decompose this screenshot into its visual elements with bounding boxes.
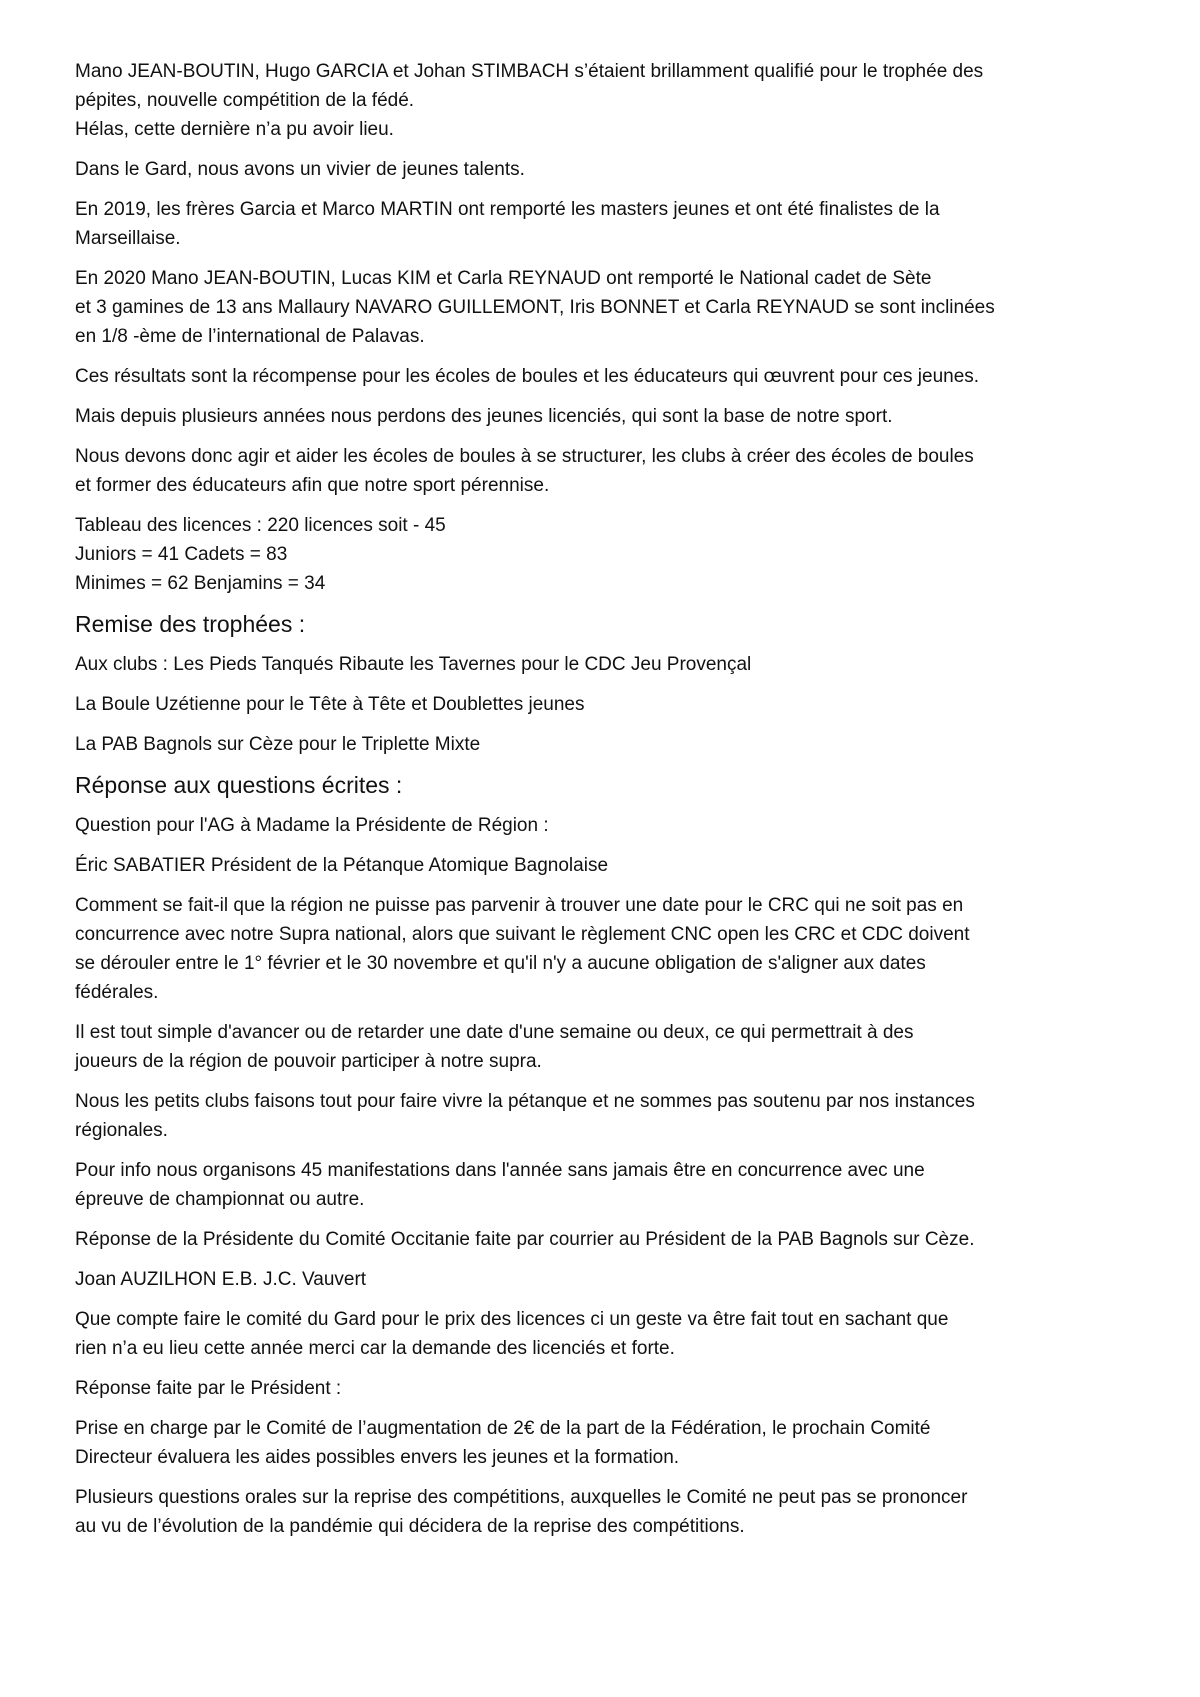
paragraph-questions-orales: Plusieurs questions orales sur la reprise des compétitions, auxquelles le Comité ne peut pas se prononcer au vu de l’évolution de la pandémie qui décidera de la reprise des compétitions. [75, 1487, 968, 1537]
heading-reponse-questions: Réponse aux questions écrites : [75, 772, 403, 798]
paragraph-petits-clubs: Nous les petits clubs faisons tout pour faire vivre la pétanque et ne sommes pas soutenu par nos instances régionales. [75, 1091, 975, 1141]
paragraph-question-crc: Comment se fait-il que la région ne puisse pas parvenir à trouver une date pour le CRC qui ne soit pas en concurrence avec notre Supra national, alors que suivant le règlement CNC open les CRC et CDC doivent se dérouler entre le 1° février et le 30 novembre et qu'il n'y a aucune obligation de s'aligner aux dates fédérales. [75, 895, 970, 1003]
document-body [75, 57, 1135, 1552]
paragraph-manifestations: Pour info nous organisons 45 manifestations dans l'année sans jamais être en concurrence avec une épreuve de championnat ou autre. [75, 1160, 925, 1210]
paragraph-vivier-jeunes: Dans le Gard, nous avons un vivier de jeunes talents. [75, 159, 525, 180]
paragraph-resultats-2020: En 2020 Mano JEAN-BOUTIN, Lucas KIM et Carla REYNAUD ont remporté le National cadet de Sète et 3 gamines de 13 ans Mallaury NAVARO GUILLEMONT, Iris BONNET et Carla REYNAUD se sont inclinées en 1/8 -ème de l’international de Palavas. [75, 268, 995, 347]
paragraph-boule-uzetienne: La Boule Uzétienne pour le Tête à Tête et Doublettes jeunes [75, 694, 585, 715]
licences-table-text: Tableau des licences : 220 licences soit - 45 Juniors = 41 Cadets = 83 Minimes = 62 Benjamins = 34 [75, 515, 446, 594]
paragraph-agir: Nous devons donc agir et aider les écoles de boules à se structurer, les clubs à créer des écoles de boules et former des éducateurs afin que notre sport pérennise. [75, 446, 974, 496]
paragraph-trophee-pepites: Mano JEAN-BOUTIN, Hugo GARCIA et Johan STIMBACH s’étaient brillamment qualifié pour le trophée des pépites, nouvelle compétition de la fédé. Hélas, cette dernière n’a pu avoir lieu. [75, 61, 984, 140]
paragraph-pab-bagnols: La PAB Bagnols sur Cèze pour le Triplette Mixte [75, 734, 481, 755]
heading-remise-trophees: Remise des trophées : [75, 611, 306, 637]
paragraph-trophee-clubs: Aux clubs : Les Pieds Tanqués Ribaute les Tavernes pour le CDC Jeu Provençal [75, 654, 752, 675]
paragraph-recompense: Ces résultats sont la récompense pour les écoles de boules et les éducateurs qui œuvrent pour ces jeunes. [75, 366, 980, 387]
paragraph-resultats-2019: En 2019, les frères Garcia et Marco MARTIN ont remporté les masters jeunes et ont été finalistes de la Marseillaise. [75, 199, 940, 249]
paragraph-question-licences: Que compte faire le comité du Gard pour le prix des licences ci un geste va être fait tout en sachant que rien n’a eu lieu cette année merci car la demande des licenciés et forte. [75, 1309, 949, 1359]
paragraph-reponse-president: Prise en charge par le Comité de l’augmentation de 2€ de la part de la Fédération, le prochain Comité Directeur évaluera les aides possibles envers les jeunes et la formation. [75, 1418, 931, 1468]
paragraph-auteur-question: Éric SABATIER Président de la Pétanque Atomique Bagnolaise [75, 855, 609, 876]
paragraph-avancer-date: Il est tout simple d'avancer ou de retarder une date d'une semaine ou deux, ce qui permettrait à des joueurs de la région de pouvoir participer à notre supra. [75, 1022, 914, 1072]
paragraph-auteur-question-2: Joan AUZILHON E.B. J.C. Vauvert [75, 1269, 367, 1290]
paragraph-reponse-presidente: Réponse de la Présidente du Comité Occitanie faite par courrier au Président de la PAB Bagnols sur Cèze. [75, 1229, 975, 1250]
paragraph-reponse-president-label: Réponse faite par le Président : [75, 1378, 342, 1399]
paragraph-perte-licencies: Mais depuis plusieurs années nous perdons des jeunes licenciés, qui sont la base de notre sport. [75, 406, 893, 427]
paragraph-question-ag: Question pour l'AG à Madame la Présidente de Région : [75, 815, 549, 836]
